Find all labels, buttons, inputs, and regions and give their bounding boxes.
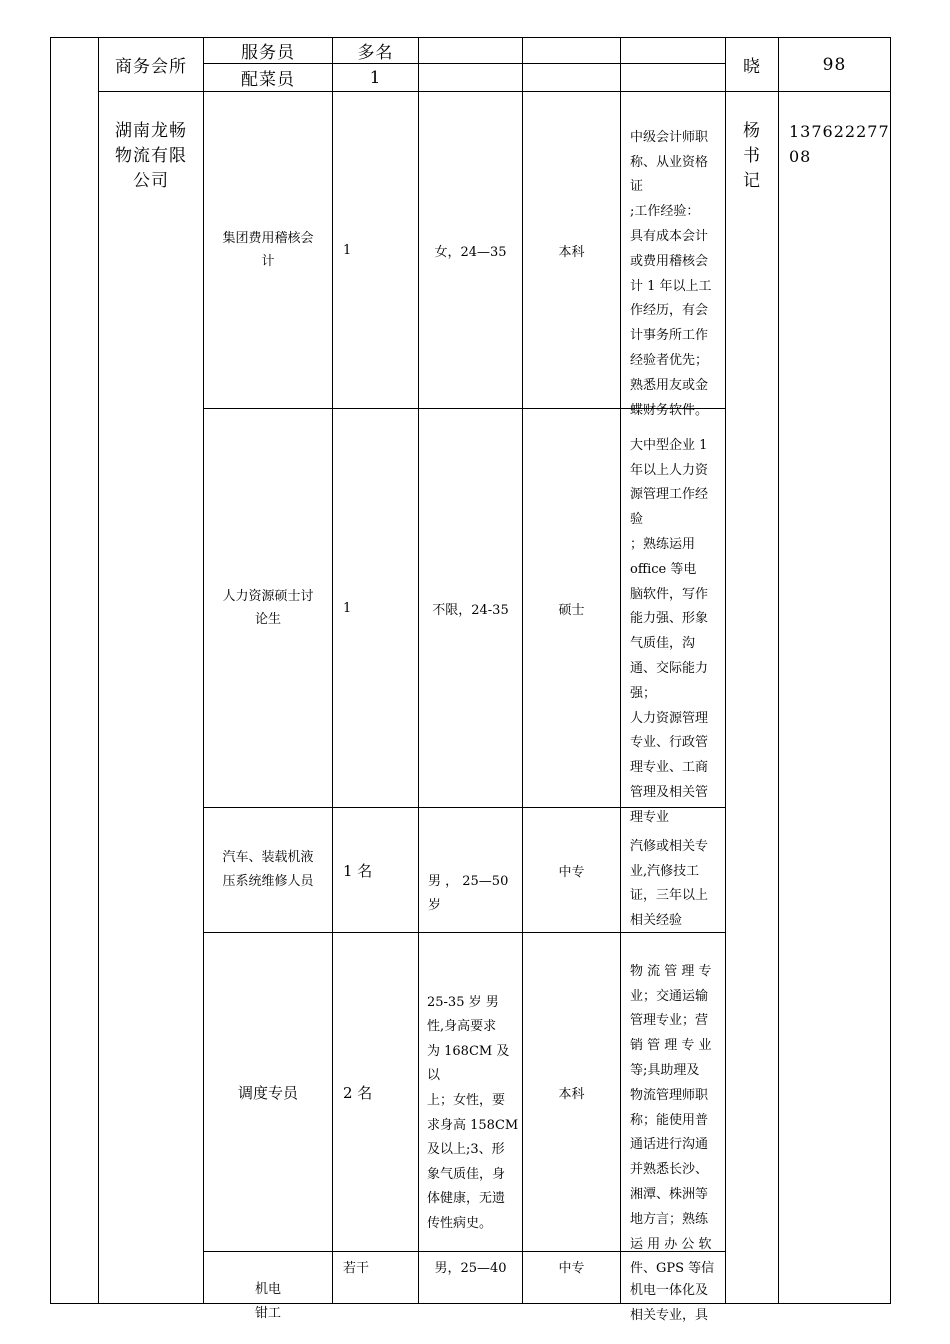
- table-border-bottom: [50, 1303, 891, 1304]
- job-1-count: 1: [343, 242, 352, 258]
- phone-number: 137622277 08: [789, 122, 890, 166]
- count-waiter: 多名: [357, 43, 394, 63]
- job-2-gender-age: 不限，24-35: [432, 602, 509, 618]
- job-3-requirements-cell: [621, 808, 725, 934]
- job-2-education: 硕士: [558, 602, 585, 618]
- job-3-education: 中专: [558, 864, 585, 880]
- job-3-count: 1 名: [343, 861, 373, 880]
- job-5-gender-age-cell: [419, 1257, 522, 1276]
- job-1-gender-age-cell: [419, 92, 522, 408]
- job-5-position-cell: [204, 1254, 332, 1326]
- job-5-count-cell: [333, 1257, 418, 1276]
- job-3-education-cell: [523, 808, 620, 932]
- col-line-7: [725, 37, 726, 1304]
- job-5-education-cell: [523, 1257, 620, 1276]
- job-2-education-cell: [523, 409, 620, 807]
- contact-name: 杨 书 记: [743, 121, 761, 191]
- job-1-gender-age: 女，24—35: [434, 244, 507, 260]
- company-name: 湖南龙畅 物流有限 公司: [115, 121, 187, 191]
- job-2-gender-age-cell: [419, 409, 522, 807]
- col-line-1: [98, 37, 99, 1304]
- company-name-cell: [99, 94, 203, 194]
- job-4-requirements-cell: [621, 933, 725, 1282]
- job-3-requirements: 汽修或相关专 业,汽修技工 证，三年以上 相关经验: [630, 838, 709, 929]
- company-name-top-text: 商务会所: [115, 57, 187, 77]
- job-4-gender-age-cell: [419, 966, 522, 1237]
- position-prep: 配菜员: [241, 70, 295, 90]
- job-2-count: 1: [343, 600, 352, 616]
- job-1-requirements: 中级会计师职 称、从业资格 证 ;工作经验： 具有成本会计 或费用稽核会 计 1 年以上工 作经历，有会 计事务所工作 经验者优先； 熟悉用友或金 蝶财务软件。: [630, 129, 712, 418]
- job-2-count-cell: [333, 409, 418, 807]
- job-1-education: 本科: [558, 244, 585, 260]
- job-3-position-cell: [204, 808, 332, 932]
- contact-top: 晓: [743, 57, 761, 77]
- phone-cell-top: [779, 38, 890, 91]
- job-1-requirements-cell: [621, 99, 725, 423]
- job-4-requirements: 物 流 管 理 专 业；交通运输 管理专业；营 销 管 理 专 业 等;具助理及 物流管理师职 称；能使用普 通话进行沟通 并熟悉长沙、 湘潭、株洲等 地方言；熟练 运 用 办 公 软 件、GPS 等信: [630, 963, 715, 1277]
- col-line-8: [778, 37, 779, 1304]
- phone-cell: [779, 94, 890, 169]
- job-4-position: 调度专员: [237, 1083, 298, 1102]
- job-3-gender-age: 男 ， 25—50 岁: [428, 874, 509, 913]
- job-2-position: 人力资源硕士讨 论生: [222, 589, 314, 627]
- job-4-count: 2 名: [343, 1083, 373, 1102]
- count-cell-waiter: [333, 38, 418, 63]
- table-border-right: [890, 37, 891, 1304]
- position-waiter: 服务员: [241, 43, 295, 63]
- job-5-requirements: 机电一体化及 相关专业，具: [630, 1282, 709, 1323]
- job-4-education: 本科: [558, 1086, 585, 1102]
- phone-top: 98: [822, 54, 847, 75]
- job-1-count-cell: [333, 92, 418, 408]
- contact-cell: [726, 94, 778, 194]
- table-border-left: [50, 37, 51, 1304]
- job-1-position-cell: [204, 92, 332, 408]
- position-cell-prep: [204, 64, 332, 91]
- count-cell-prep: [333, 64, 418, 91]
- job-2-requirements-cell: [621, 407, 725, 831]
- position-cell-waiter: [204, 38, 332, 63]
- job-5-gender-age: 男，25—40: [434, 1261, 507, 1276]
- job-5-count: 若干: [343, 1261, 370, 1276]
- job-4-position-cell: [204, 933, 332, 1251]
- job-3-position: 汽车、装载机液 压系统维修人员: [222, 850, 314, 889]
- job-3-count-cell: [333, 808, 418, 932]
- job-4-gender-age: 25-35 岁 男 性,身高要求 为 168CM 及以 上；女性，要 求身高 158CM 及以上;3、形 象气质佳，身 体健康，无遗 传性病史。: [427, 994, 519, 1231]
- job-3-gender-age-cell: [419, 846, 522, 918]
- job-2-requirements: 大中型企业 1 年以上人力资 源管理工作经 验 ；熟练运用 office 等电 脑软件，写作 能力强、形象 气质佳，沟 通、交际能力 强； 人力资源管理 专业、行政管 理专业、工商 管理及相关管 理专业: [630, 437, 709, 825]
- contact-cell-top: [726, 38, 778, 91]
- job-2-position-cell: [204, 409, 332, 807]
- count-prep: 1: [369, 67, 382, 88]
- job-1-position: 集团费用稽核会 计: [222, 231, 314, 269]
- job-5-position: 机电 钳工: [254, 1282, 281, 1321]
- job-4-education-cell: [523, 933, 620, 1251]
- job-4-count-cell: [333, 933, 418, 1251]
- company-name-top: [99, 38, 203, 91]
- job-5-requirements-cell: [621, 1252, 725, 1328]
- job-5-education: 中专: [558, 1261, 585, 1276]
- job-1-education-cell: [523, 92, 620, 408]
